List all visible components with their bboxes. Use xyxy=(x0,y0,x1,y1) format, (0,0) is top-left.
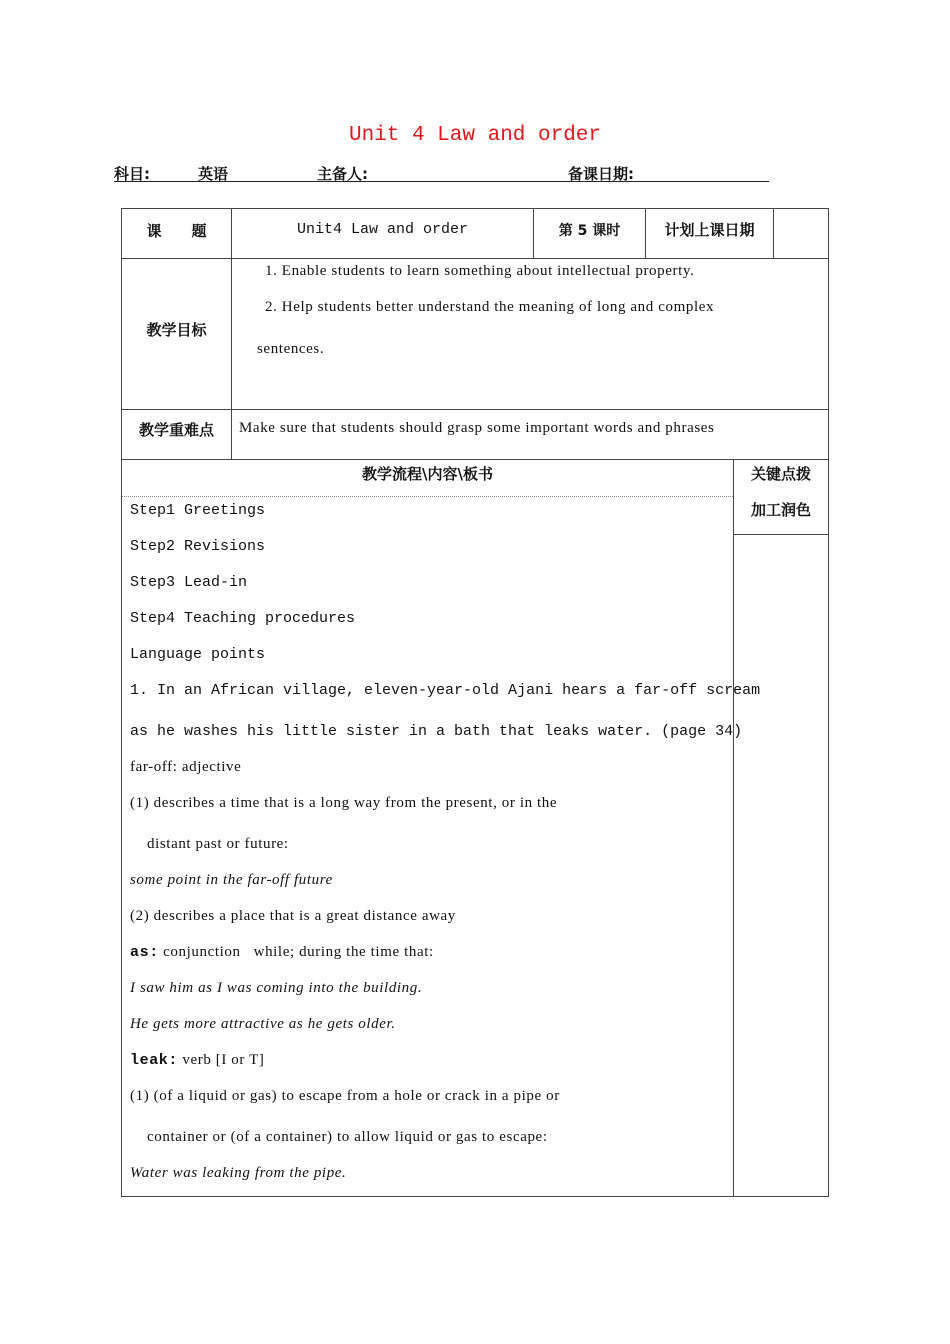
sentence-1a: 1. In an African village, eleven-year-old Ajani hears a far-off scream xyxy=(130,682,761,699)
as-definition: conjunction while; during the time that: xyxy=(158,944,434,960)
step1: Step1 Greetings xyxy=(130,502,266,519)
row-divider xyxy=(122,459,828,460)
flow-header-divider xyxy=(122,496,733,497)
col-divider xyxy=(733,459,734,1196)
faroff-entry: far-off: adjective xyxy=(130,759,242,775)
lesson-plan-table xyxy=(121,208,829,1197)
col-divider xyxy=(773,209,774,258)
key-points-value: Make sure that students should grasp some important words and phrases xyxy=(239,420,715,436)
preparer-label: 主备人: xyxy=(317,165,368,183)
topic-label: 课 题 xyxy=(146,222,207,240)
side-header-1: 关键点拨 xyxy=(750,465,811,483)
goal-item: sentences. xyxy=(257,341,325,357)
document-title: Unit 4 Law and order xyxy=(348,124,602,147)
header-meta-line xyxy=(114,163,769,182)
step4: Step4 Teaching procedures xyxy=(130,610,356,627)
as-example-2: He gets more attractive as he gets older. xyxy=(130,1016,396,1032)
as-example-1: I saw him as I was coming into the building. xyxy=(130,980,423,996)
goal-item: 1. Enable students to learn something about intellectual property. xyxy=(265,263,695,279)
sentence-1b: as he washes his little sister in a bath that leaks water. (page 34) xyxy=(130,723,743,740)
subject-value: 英语 xyxy=(198,165,229,183)
leak-example: Water was leaking from the pipe. xyxy=(130,1165,347,1181)
leak-entry xyxy=(130,1052,264,1069)
key-points-label: 教学重难点 xyxy=(138,421,214,439)
leak-definition: verb [I or T] xyxy=(178,1052,265,1068)
faroff-def1a: (1) describes a time that is a long way from the present, or in the xyxy=(130,795,558,811)
goals-label: 教学目标 xyxy=(146,321,207,339)
step3: Step3 Lead-in xyxy=(130,574,248,591)
faroff-def2: (2) describes a place that is a great distance away xyxy=(130,908,456,924)
plan-date-label: 计划上课日期 xyxy=(664,221,755,239)
faroff-def1b: distant past or future: xyxy=(147,836,289,852)
leak-def1a: (1) (of a liquid or gas) to escape from a hole or crack in a pipe or xyxy=(130,1088,560,1104)
subject-label: 科目: xyxy=(114,165,150,183)
faroff-example: some point in the far-off future xyxy=(130,872,333,888)
as-entry xyxy=(130,944,434,961)
topic-value: Unit4 Law and order xyxy=(296,221,469,238)
leak-word: leak: xyxy=(130,1052,179,1069)
step2: Step2 Revisions xyxy=(130,538,266,555)
period-label: 第 5 课时 xyxy=(558,223,621,239)
side-header-2: 加工润色 xyxy=(750,501,811,519)
language-points: Language points xyxy=(130,646,266,663)
as-word: as: xyxy=(130,944,159,961)
flow-header: 教学流程\内容\板书 xyxy=(362,465,493,483)
leak-def1b: container or (of a container) to allow liquid or gas to escape: xyxy=(147,1129,548,1145)
col-divider xyxy=(231,209,232,459)
row-divider xyxy=(734,534,828,535)
row-divider xyxy=(122,409,828,410)
date-label: 备课日期: xyxy=(568,165,634,183)
goal-item: 2. Help students better understand the meaning of long and complex xyxy=(265,299,715,315)
row-divider xyxy=(122,258,828,259)
